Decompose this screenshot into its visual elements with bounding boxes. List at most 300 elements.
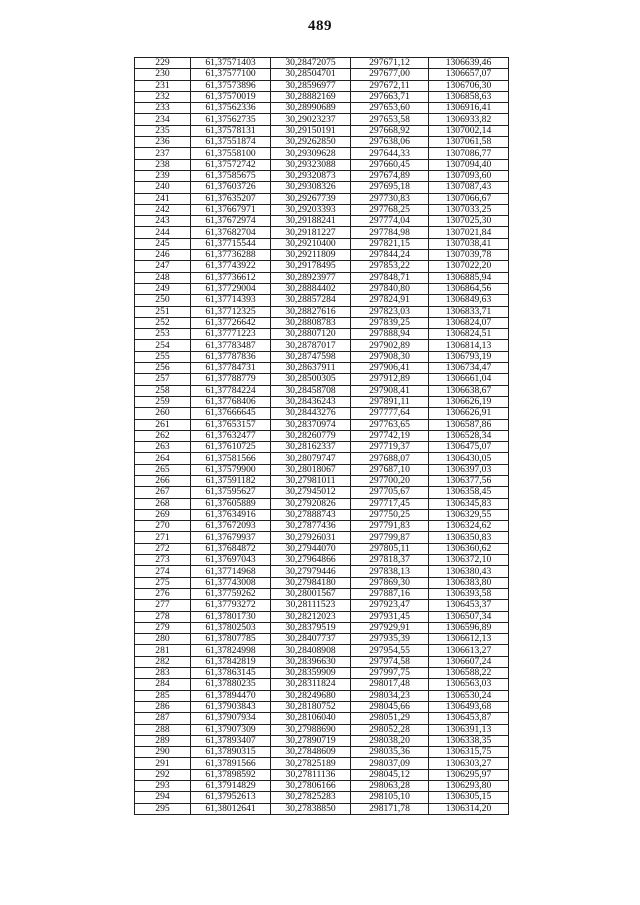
point-number-cell: 260 [135, 408, 191, 419]
longitude-cell: 30,28408908 [271, 645, 351, 656]
x-coordinate-cell: 297653,60 [351, 103, 429, 114]
y-coordinate-cell: 1306372,10 [429, 555, 509, 566]
table-row [135, 532, 509, 543]
table-row [135, 351, 509, 362]
x-coordinate-cell: 297839,25 [351, 317, 429, 328]
x-coordinate-cell: 297672,11 [351, 80, 429, 91]
table-row [135, 283, 509, 294]
coordinates-table [134, 57, 509, 815]
latitude-cell: 61,37653157 [191, 419, 271, 430]
point-number-cell: 243 [135, 216, 191, 227]
table-row [135, 747, 509, 758]
table-row [135, 645, 509, 656]
longitude-cell: 30,28311824 [271, 679, 351, 690]
x-coordinate-cell: 297908,41 [351, 385, 429, 396]
x-coordinate-cell: 297742,19 [351, 430, 429, 441]
point-number-cell: 232 [135, 91, 191, 102]
longitude-cell: 30,27811136 [271, 769, 351, 780]
x-coordinate-cell: 298017,48 [351, 679, 429, 690]
point-number-cell: 277 [135, 600, 191, 611]
point-number-cell: 245 [135, 238, 191, 249]
latitude-cell: 61,37672974 [191, 216, 271, 227]
y-coordinate-cell: 1307021,84 [429, 227, 509, 238]
y-coordinate-cell: 1306638,67 [429, 385, 509, 396]
x-coordinate-cell: 297844,24 [351, 250, 429, 261]
table-row [135, 611, 509, 622]
y-coordinate-cell: 1306329,55 [429, 509, 509, 520]
point-number-cell: 267 [135, 487, 191, 498]
table-row [135, 690, 509, 701]
x-coordinate-cell: 297891,11 [351, 396, 429, 407]
table-row [135, 182, 509, 193]
longitude-cell: 30,28747598 [271, 351, 351, 362]
table-row [135, 374, 509, 385]
y-coordinate-cell: 1306315,75 [429, 747, 509, 758]
y-coordinate-cell: 1307094,40 [429, 159, 509, 170]
longitude-cell: 30,28882169 [271, 91, 351, 102]
y-coordinate-cell: 1306380,43 [429, 566, 509, 577]
latitude-cell: 61,37824998 [191, 645, 271, 656]
latitude-cell: 61,37784224 [191, 385, 271, 396]
table-row [135, 125, 509, 136]
table-row [135, 103, 509, 114]
latitude-cell: 61,37610725 [191, 442, 271, 453]
point-number-cell: 241 [135, 193, 191, 204]
x-coordinate-cell: 297674,89 [351, 170, 429, 181]
table-row [135, 272, 509, 283]
x-coordinate-cell: 298051,29 [351, 713, 429, 724]
y-coordinate-cell: 1306793,19 [429, 351, 509, 362]
table-row [135, 464, 509, 475]
point-number-cell: 249 [135, 283, 191, 294]
x-coordinate-cell: 297700,20 [351, 475, 429, 486]
y-coordinate-cell: 1306814,13 [429, 340, 509, 351]
latitude-cell: 61,37697043 [191, 555, 271, 566]
point-number-cell: 263 [135, 442, 191, 453]
point-number-cell: 275 [135, 577, 191, 588]
latitude-cell: 61,37579900 [191, 464, 271, 475]
longitude-cell: 30,28106040 [271, 713, 351, 724]
y-coordinate-cell: 1306453,37 [429, 600, 509, 611]
latitude-cell: 61,37684872 [191, 543, 271, 554]
table-row [135, 250, 509, 261]
latitude-cell: 61,37768406 [191, 396, 271, 407]
y-coordinate-cell: 1307038,41 [429, 238, 509, 249]
table-row [135, 396, 509, 407]
y-coordinate-cell: 1306885,94 [429, 272, 509, 283]
table-row [135, 80, 509, 91]
y-coordinate-cell: 1306563,03 [429, 679, 509, 690]
longitude-cell: 30,27848609 [271, 747, 351, 758]
longitude-cell: 30,29210400 [271, 238, 351, 249]
point-number-cell: 242 [135, 204, 191, 215]
point-number-cell: 256 [135, 363, 191, 374]
latitude-cell: 61,37898592 [191, 769, 271, 780]
latitude-cell: 61,37743008 [191, 577, 271, 588]
latitude-cell: 61,37863145 [191, 668, 271, 679]
x-coordinate-cell: 298045,66 [351, 701, 429, 712]
longitude-cell: 30,28990689 [271, 103, 351, 114]
point-number-cell: 258 [135, 385, 191, 396]
y-coordinate-cell: 1306587,86 [429, 419, 509, 430]
latitude-cell: 61,37570019 [191, 91, 271, 102]
y-coordinate-cell: 1307087,43 [429, 182, 509, 193]
table-row [135, 792, 509, 803]
point-number-cell: 237 [135, 148, 191, 159]
latitude-cell: 61,37714393 [191, 295, 271, 306]
longitude-cell: 30,28212023 [271, 611, 351, 622]
y-coordinate-cell: 1306475,07 [429, 442, 509, 453]
longitude-cell: 30,28923977 [271, 272, 351, 283]
longitude-cell: 30,27825189 [271, 758, 351, 769]
table-row [135, 91, 509, 102]
point-number-cell: 231 [135, 80, 191, 91]
point-number-cell: 279 [135, 622, 191, 633]
latitude-cell: 61,37667971 [191, 204, 271, 215]
table-row [135, 668, 509, 679]
table-row [135, 634, 509, 645]
table-row [135, 69, 509, 80]
latitude-cell: 61,37666645 [191, 408, 271, 419]
table-row [135, 137, 509, 148]
table-row [135, 588, 509, 599]
x-coordinate-cell: 297974,58 [351, 656, 429, 667]
point-number-cell: 289 [135, 735, 191, 746]
point-number-cell: 288 [135, 724, 191, 735]
longitude-cell: 30,28180752 [271, 701, 351, 712]
point-number-cell: 250 [135, 295, 191, 306]
longitude-cell: 30,29188241 [271, 216, 351, 227]
x-coordinate-cell: 297719,37 [351, 442, 429, 453]
point-number-cell: 283 [135, 668, 191, 679]
y-coordinate-cell: 1306824,07 [429, 317, 509, 328]
longitude-cell: 30,29211809 [271, 250, 351, 261]
longitude-cell: 30,27888743 [271, 509, 351, 520]
latitude-cell: 61,37759262 [191, 588, 271, 599]
x-coordinate-cell: 297705,67 [351, 487, 429, 498]
point-number-cell: 282 [135, 656, 191, 667]
latitude-cell: 61,37578131 [191, 125, 271, 136]
point-number-cell: 240 [135, 182, 191, 193]
longitude-cell: 30,27806166 [271, 781, 351, 792]
x-coordinate-cell: 297791,83 [351, 521, 429, 532]
y-coordinate-cell: 1306613,27 [429, 645, 509, 656]
x-coordinate-cell: 297902,89 [351, 340, 429, 351]
y-coordinate-cell: 1306626,19 [429, 396, 509, 407]
longitude-cell: 30,27825283 [271, 792, 351, 803]
latitude-cell: 61,37595627 [191, 487, 271, 498]
y-coordinate-cell: 1307033,25 [429, 204, 509, 215]
point-number-cell: 247 [135, 261, 191, 272]
x-coordinate-cell: 297768,25 [351, 204, 429, 215]
y-coordinate-cell: 1306493,68 [429, 701, 509, 712]
point-number-cell: 253 [135, 329, 191, 340]
longitude-cell: 30,28436243 [271, 396, 351, 407]
point-number-cell: 236 [135, 137, 191, 148]
point-number-cell: 264 [135, 453, 191, 464]
y-coordinate-cell: 1306430,05 [429, 453, 509, 464]
table-row [135, 713, 509, 724]
y-coordinate-cell: 1306530,24 [429, 690, 509, 701]
latitude-cell: 61,37635207 [191, 193, 271, 204]
longitude-cell: 30,28787017 [271, 340, 351, 351]
latitude-cell: 61,37736612 [191, 272, 271, 283]
x-coordinate-cell: 298052,28 [351, 724, 429, 735]
table-row [135, 306, 509, 317]
y-coordinate-cell: 1306706,30 [429, 80, 509, 91]
table-row [135, 600, 509, 611]
y-coordinate-cell: 1306383,80 [429, 577, 509, 588]
latitude-cell: 61,37591182 [191, 475, 271, 486]
table-row [135, 555, 509, 566]
y-coordinate-cell: 1306833,71 [429, 306, 509, 317]
table-body [135, 58, 509, 815]
table-row [135, 340, 509, 351]
table-row [135, 769, 509, 780]
longitude-cell: 30,28443276 [271, 408, 351, 419]
table-row [135, 475, 509, 486]
x-coordinate-cell: 297840,80 [351, 283, 429, 294]
latitude-cell: 61,37894470 [191, 690, 271, 701]
point-number-cell: 269 [135, 509, 191, 520]
x-coordinate-cell: 298035,36 [351, 747, 429, 758]
latitude-cell: 61,37787836 [191, 351, 271, 362]
point-number-cell: 252 [135, 317, 191, 328]
longitude-cell: 30,27890719 [271, 735, 351, 746]
y-coordinate-cell: 1306338,35 [429, 735, 509, 746]
latitude-cell: 61,37577100 [191, 69, 271, 80]
table-row [135, 735, 509, 746]
latitude-cell: 61,37632477 [191, 430, 271, 441]
x-coordinate-cell: 298038,20 [351, 735, 429, 746]
latitude-cell: 61,37726642 [191, 317, 271, 328]
table-row [135, 227, 509, 238]
x-coordinate-cell: 298037,09 [351, 758, 429, 769]
longitude-cell: 30,27920826 [271, 498, 351, 509]
longitude-cell: 30,28596977 [271, 80, 351, 91]
x-coordinate-cell: 297777,64 [351, 408, 429, 419]
x-coordinate-cell: 297923,47 [351, 600, 429, 611]
x-coordinate-cell: 297668,92 [351, 125, 429, 136]
x-coordinate-cell: 297784,98 [351, 227, 429, 238]
y-coordinate-cell: 1306626,91 [429, 408, 509, 419]
latitude-cell: 61,37712325 [191, 306, 271, 317]
y-coordinate-cell: 1306849,63 [429, 295, 509, 306]
latitude-cell: 61,37729004 [191, 283, 271, 294]
y-coordinate-cell: 1306639,46 [429, 58, 509, 69]
latitude-cell: 61,37714968 [191, 566, 271, 577]
longitude-cell: 30,29323088 [271, 159, 351, 170]
point-number-cell: 291 [135, 758, 191, 769]
x-coordinate-cell: 297805,11 [351, 543, 429, 554]
point-number-cell: 292 [135, 769, 191, 780]
x-coordinate-cell: 297853,22 [351, 261, 429, 272]
longitude-cell: 30,29023237 [271, 114, 351, 125]
point-number-cell: 262 [135, 430, 191, 441]
x-coordinate-cell: 298045,12 [351, 769, 429, 780]
point-number-cell: 255 [135, 351, 191, 362]
point-number-cell: 276 [135, 588, 191, 599]
y-coordinate-cell: 1306858,63 [429, 91, 509, 102]
point-number-cell: 281 [135, 645, 191, 656]
latitude-cell: 61,37551874 [191, 137, 271, 148]
x-coordinate-cell: 297838,13 [351, 566, 429, 577]
longitude-cell: 30,28808783 [271, 317, 351, 328]
table-row [135, 114, 509, 125]
point-number-cell: 270 [135, 521, 191, 532]
point-number-cell: 285 [135, 690, 191, 701]
point-number-cell: 280 [135, 634, 191, 645]
longitude-cell: 30,27979446 [271, 566, 351, 577]
table-row [135, 487, 509, 498]
x-coordinate-cell: 297730,83 [351, 193, 429, 204]
y-coordinate-cell: 1307093,60 [429, 170, 509, 181]
table-row [135, 521, 509, 532]
longitude-cell: 30,27877436 [271, 521, 351, 532]
latitude-cell: 61,38012641 [191, 803, 271, 814]
y-coordinate-cell: 1306596,89 [429, 622, 509, 633]
latitude-cell: 61,37715544 [191, 238, 271, 249]
longitude-cell: 30,28504701 [271, 69, 351, 80]
point-number-cell: 274 [135, 566, 191, 577]
x-coordinate-cell: 297663,71 [351, 91, 429, 102]
longitude-cell: 30,27838850 [271, 803, 351, 814]
table-row [135, 758, 509, 769]
table-row [135, 363, 509, 374]
latitude-cell: 61,37603726 [191, 182, 271, 193]
x-coordinate-cell: 297848,71 [351, 272, 429, 283]
longitude-cell: 30,27926031 [271, 532, 351, 543]
point-number-cell: 230 [135, 69, 191, 80]
longitude-cell: 30,28407737 [271, 634, 351, 645]
y-coordinate-cell: 1306864,56 [429, 283, 509, 294]
longitude-cell: 30,29308326 [271, 182, 351, 193]
y-coordinate-cell: 1306303,27 [429, 758, 509, 769]
latitude-cell: 61,37743922 [191, 261, 271, 272]
longitude-cell: 30,28807120 [271, 329, 351, 340]
y-coordinate-cell: 1306661,04 [429, 374, 509, 385]
point-number-cell: 272 [135, 543, 191, 554]
y-coordinate-cell: 1306377,56 [429, 475, 509, 486]
point-number-cell: 290 [135, 747, 191, 758]
longitude-cell: 30,28827616 [271, 306, 351, 317]
x-coordinate-cell: 297763,65 [351, 419, 429, 430]
longitude-cell: 30,29267739 [271, 193, 351, 204]
y-coordinate-cell: 1306824,51 [429, 329, 509, 340]
y-coordinate-cell: 1306393,58 [429, 588, 509, 599]
longitude-cell: 30,28857284 [271, 295, 351, 306]
latitude-cell: 61,37572742 [191, 159, 271, 170]
longitude-cell: 30,27964866 [271, 555, 351, 566]
longitude-cell: 30,29178495 [271, 261, 351, 272]
table-row [135, 204, 509, 215]
longitude-cell: 30,29262850 [271, 137, 351, 148]
longitude-cell: 30,28162337 [271, 442, 351, 453]
x-coordinate-cell: 297887,16 [351, 588, 429, 599]
longitude-cell: 30,28111523 [271, 600, 351, 611]
longitude-cell: 30,28249680 [271, 690, 351, 701]
y-coordinate-cell: 1307061,58 [429, 137, 509, 148]
longitude-cell: 30,28396630 [271, 656, 351, 667]
y-coordinate-cell: 1306314,20 [429, 803, 509, 814]
x-coordinate-cell: 297954,55 [351, 645, 429, 656]
y-coordinate-cell: 1306588,22 [429, 668, 509, 679]
longitude-cell: 30,28260779 [271, 430, 351, 441]
point-number-cell: 268 [135, 498, 191, 509]
table-row [135, 419, 509, 430]
y-coordinate-cell: 1306933,82 [429, 114, 509, 125]
longitude-cell: 30,27988690 [271, 724, 351, 735]
y-coordinate-cell: 1306391,13 [429, 724, 509, 735]
latitude-cell: 61,37672093 [191, 521, 271, 532]
latitude-cell: 61,37605889 [191, 498, 271, 509]
longitude-cell: 30,28500305 [271, 374, 351, 385]
y-coordinate-cell: 1306324,62 [429, 521, 509, 532]
table-row [135, 170, 509, 181]
latitude-cell: 61,37682704 [191, 227, 271, 238]
longitude-cell: 30,27984180 [271, 577, 351, 588]
y-coordinate-cell: 1307039,78 [429, 250, 509, 261]
table-row [135, 238, 509, 249]
page-number: 489 [308, 18, 332, 34]
longitude-cell: 30,27981011 [271, 475, 351, 486]
y-coordinate-cell: 1307086,77 [429, 148, 509, 159]
y-coordinate-cell: 1307002,14 [429, 125, 509, 136]
latitude-cell: 61,37952613 [191, 792, 271, 803]
point-number-cell: 239 [135, 170, 191, 181]
x-coordinate-cell: 297717,45 [351, 498, 429, 509]
point-number-cell: 287 [135, 713, 191, 724]
y-coordinate-cell: 1306358,45 [429, 487, 509, 498]
table-row [135, 453, 509, 464]
x-coordinate-cell: 297687,10 [351, 464, 429, 475]
longitude-cell: 30,28637911 [271, 363, 351, 374]
x-coordinate-cell: 297774,04 [351, 216, 429, 227]
table-row [135, 577, 509, 588]
table-row [135, 193, 509, 204]
table-row [135, 261, 509, 272]
x-coordinate-cell: 297818,37 [351, 555, 429, 566]
longitude-cell: 30,29203393 [271, 204, 351, 215]
y-coordinate-cell: 1306295,97 [429, 769, 509, 780]
x-coordinate-cell: 297660,45 [351, 159, 429, 170]
latitude-cell: 61,37571403 [191, 58, 271, 69]
x-coordinate-cell: 298034,23 [351, 690, 429, 701]
longitude-cell: 30,29309628 [271, 148, 351, 159]
y-coordinate-cell: 1306293,80 [429, 781, 509, 792]
latitude-cell: 61,37783487 [191, 340, 271, 351]
table-row [135, 679, 509, 690]
x-coordinate-cell: 297799,87 [351, 532, 429, 543]
table-row [135, 803, 509, 814]
point-number-cell: 295 [135, 803, 191, 814]
point-number-cell: 286 [135, 701, 191, 712]
table-row [135, 543, 509, 554]
table-row [135, 656, 509, 667]
point-number-cell: 265 [135, 464, 191, 475]
y-coordinate-cell: 1306305,15 [429, 792, 509, 803]
x-coordinate-cell: 297653,58 [351, 114, 429, 125]
x-coordinate-cell: 298063,28 [351, 781, 429, 792]
longitude-cell: 30,28472075 [271, 58, 351, 69]
x-coordinate-cell: 297677,00 [351, 69, 429, 80]
longitude-cell: 30,29181227 [271, 227, 351, 238]
point-number-cell: 254 [135, 340, 191, 351]
x-coordinate-cell: 297869,30 [351, 577, 429, 588]
latitude-cell: 61,37634916 [191, 509, 271, 520]
point-number-cell: 234 [135, 114, 191, 125]
latitude-cell: 61,37573896 [191, 80, 271, 91]
